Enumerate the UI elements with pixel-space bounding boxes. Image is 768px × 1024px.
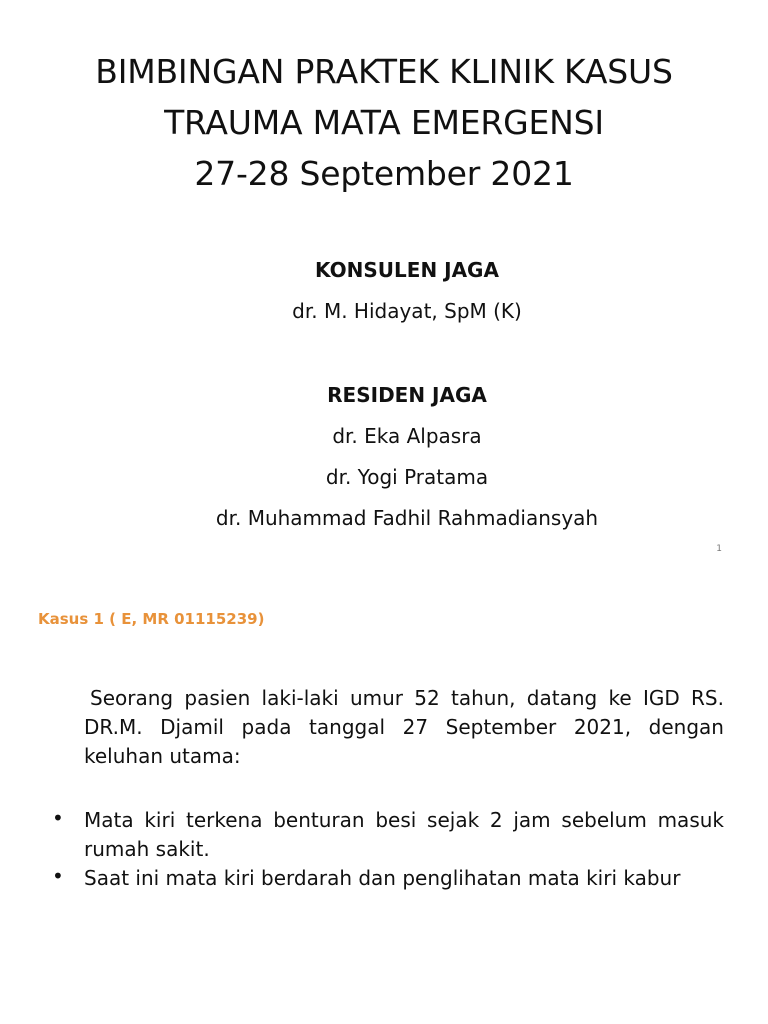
case-intro: Seorang pasien laki-laki umur 52 tahun, datang ke IGD RS. DR.M. Djamil pada tanggal 27 September 2021, dengan keluhan utama: — [84, 686, 724, 768]
residen-name: dr. Yogi Pratama — [325, 465, 489, 489]
title-line: BIMBINGAN PRAKTEK KLINIK KASUS — [95, 52, 673, 91]
list-item — [52, 806, 724, 864]
bullet-icon: • — [52, 864, 64, 888]
title-line: 27-28 September 2021 — [194, 154, 574, 193]
title-line: TRAUMA MATA EMERGENSI — [164, 103, 604, 142]
complaint-list — [52, 806, 724, 893]
residen-section — [150, 375, 664, 539]
residen-heading: RESIDEN JAGA — [327, 383, 487, 407]
slide-number: 1 — [716, 544, 722, 554]
slide-2 — [0, 600, 768, 1024]
konsulen-name: dr. M. Hidayat, SpM (K) — [292, 299, 522, 323]
case-title: Kasus 1 ( E, MR 01115239) — [38, 610, 265, 628]
konsulen-heading: KONSULEN JAGA — [315, 258, 499, 282]
list-item — [52, 864, 724, 893]
residen-name: dr. Muhammad Fadhil Rahmadiansyah — [215, 506, 599, 530]
residen-name: dr. Eka Alpasra — [332, 424, 482, 448]
list-item-text: Saat ini mata kiri berdarah dan penglihatan mata kiri kabur — [84, 866, 681, 890]
bullet-icon: • — [52, 806, 64, 830]
slide-title — [0, 46, 768, 199]
list-item-text: Mata kiri terkena benturan besi sejak 2 jam sebelum masuk rumah sakit. — [84, 808, 724, 861]
konsulen-section — [150, 250, 664, 332]
